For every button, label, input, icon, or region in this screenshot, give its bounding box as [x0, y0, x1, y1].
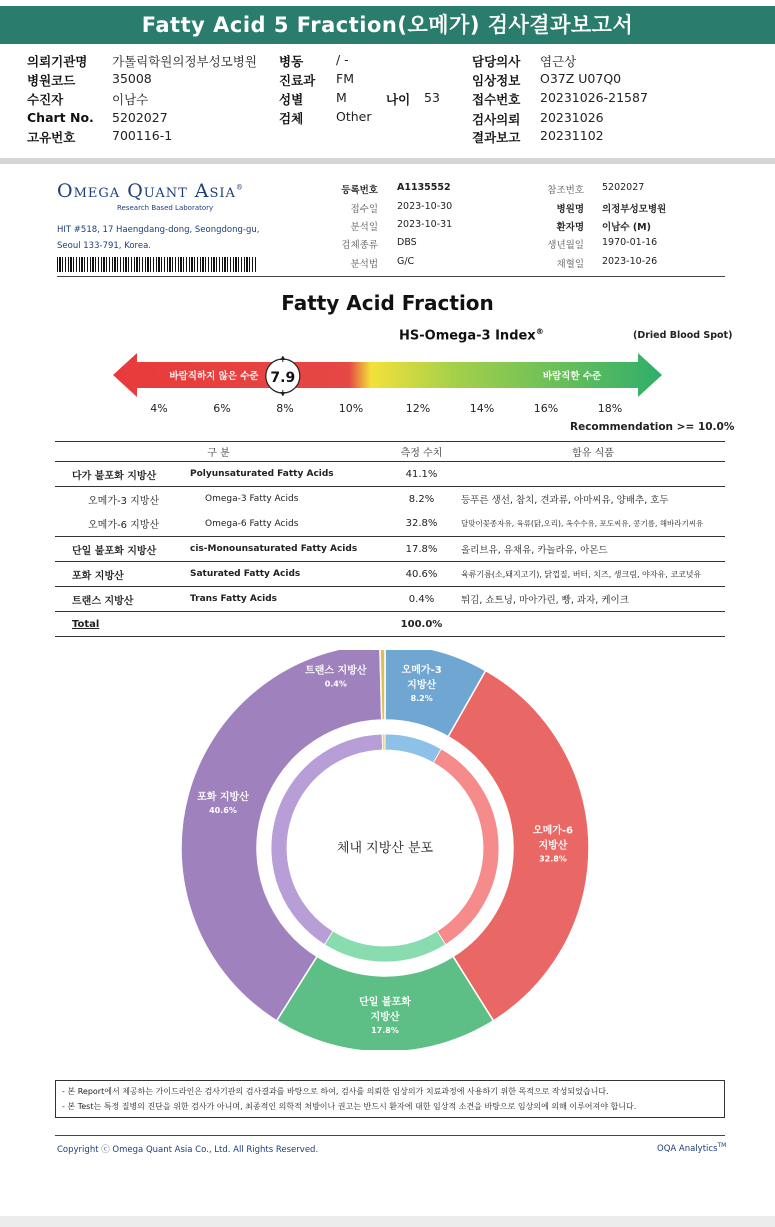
- patient-label: 수진자: [27, 92, 64, 107]
- received-value: 2023-10-30: [397, 201, 453, 212]
- copyright: Copyright ⓒ Omega Quant Asia Co., Ltd. All Rights Reserved.: [57, 1145, 319, 1155]
- row-kr: 트랜스 지방산: [55, 587, 190, 612]
- lab-logo-sub: Research Based Laboratory: [117, 204, 214, 212]
- gauge-tick: 14%: [469, 402, 495, 415]
- ward-label: 병동: [279, 54, 304, 69]
- unique-no-label: 고유번호: [27, 130, 76, 145]
- table-total-row: [55, 612, 725, 637]
- sex-label: 성별: [279, 92, 304, 107]
- brand-text: OQA Analytics: [657, 1143, 718, 1154]
- header-divider: [0, 158, 775, 164]
- ref-label: 참조번호: [547, 185, 584, 196]
- patient-header: [0, 48, 775, 158]
- row-kr: 오메가-6 지방산: [55, 512, 190, 537]
- row-kr: 오메가-3 지방산: [88, 495, 160, 507]
- hospital-code-value: 35008: [112, 71, 152, 86]
- lab-address: [57, 222, 259, 254]
- table-header-category: 구 분: [55, 442, 382, 462]
- row-value: 41.1%: [382, 462, 461, 487]
- table-row: [55, 487, 725, 512]
- index-title-mark: ®: [535, 327, 544, 336]
- row-kr: 단일 불포화 지방산: [55, 537, 190, 562]
- footer-divider: [55, 1135, 725, 1136]
- table-row: [55, 512, 725, 537]
- donut-slice-value: 0.4%: [324, 679, 347, 689]
- donut-slice-label: 지방산: [538, 840, 568, 852]
- total-food-spacer: [461, 612, 725, 637]
- dob-value: 1970-01-16: [602, 237, 658, 248]
- outer-slice: [448, 671, 589, 1021]
- patient-value: 이남수: [112, 92, 149, 107]
- analyzed-value: 2023-10-31: [397, 219, 453, 230]
- gauge-marker-arrow-top: [280, 356, 286, 360]
- fatty-acid-donut-chart: [0, 650, 775, 1050]
- disclaimer-box: [55, 1080, 725, 1118]
- request-value: 20231026: [540, 110, 604, 125]
- report-date-label: 결과보고: [472, 130, 521, 145]
- gauge-right-label: 바람직한 수준: [542, 371, 602, 382]
- draw-date-value: 2023-10-26: [602, 256, 658, 267]
- row-value: 0.4%: [382, 587, 461, 612]
- table-row: [55, 462, 725, 487]
- row-value: 32.8%: [382, 512, 461, 537]
- specimen-value: Other: [336, 109, 372, 124]
- disclaimer-line: - 본 Test는 특정 질병의 진단을 위한 검사가 아니며, 최종적인 의학적 처방이나 권고는 반드시 환자에 대한 임상적 소견을 바탕으로 임상의에 의해 이루어져야 합니다.: [62, 1102, 637, 1111]
- row-en: Omega-3 Fatty Acids: [205, 494, 299, 505]
- index-title-text: HS-Omega-3 Index: [399, 328, 536, 344]
- hospital-name-value: 의정부성모병원: [602, 204, 667, 215]
- row-value: 17.8%: [382, 537, 461, 562]
- ward-value: / -: [336, 52, 349, 67]
- gauge-tick: 10%: [338, 402, 364, 415]
- gauge-tick: 16%: [533, 402, 559, 415]
- report-title: Fatty Acid 5 Fraction(오메가) 검사결과보고서: [0, 6, 775, 44]
- lab-logo: Omega Quant Asia®: [57, 180, 244, 202]
- row-en: Saturated Fatty Acids: [190, 562, 382, 587]
- gauge-value: 7.9: [270, 370, 296, 386]
- sex-value: M: [336, 90, 347, 105]
- index-title: [399, 327, 544, 343]
- barcode: [57, 257, 257, 272]
- row-kr: 포화 지방산: [55, 562, 190, 587]
- method-label: 분석법: [350, 259, 378, 270]
- donut-slice-label: 포화 지방산: [197, 792, 249, 804]
- row-food: 튀김, 쇼트닝, 마아가린, 빵, 과자, 케이크: [461, 587, 725, 612]
- chart-no-value: 5202027: [112, 110, 168, 125]
- doctor-label: 담당의사: [472, 54, 521, 69]
- analyzed-label: 분석일: [350, 222, 378, 233]
- info-divider: [57, 276, 725, 277]
- institution-label: 의뢰기관명: [27, 54, 88, 69]
- donut-slice-label: 오메가-3: [401, 665, 442, 677]
- fatty-acid-table: [55, 441, 725, 637]
- unique-no-value: 700116-1: [112, 128, 173, 143]
- donut-slice-value: 8.2%: [410, 694, 433, 704]
- total-label: Total: [55, 612, 190, 637]
- address-line1: HIT #518, 17 Haengdang-dong, Seongdong-gu,: [57, 225, 260, 235]
- row-en: Omega-6 Fatty Acids: [190, 512, 382, 537]
- sample-type-value: DBS: [397, 237, 417, 248]
- row-value: 40.6%: [382, 562, 461, 587]
- omega3-gauge: [0, 346, 775, 402]
- donut-slice-label: 지방산: [407, 680, 437, 692]
- age-value: 53: [424, 90, 440, 105]
- dept-label: 진료과: [279, 73, 316, 88]
- row-en: Polyunsaturated Fatty Acids: [190, 462, 382, 487]
- donut-slice-value: 40.6%: [209, 806, 237, 816]
- row-en: cis-Monounsaturated Fatty Acids: [190, 537, 382, 562]
- address-line2: Seoul 133-791, Korea.: [57, 241, 151, 251]
- donut-slice-value: 17.8%: [371, 1026, 399, 1035]
- row-kr: 다가 불포화 지방산: [55, 462, 190, 487]
- brand-label: [657, 1142, 726, 1154]
- reg-label: 등록번호: [341, 185, 378, 196]
- chart-no-label: Chart No.: [27, 110, 94, 125]
- total-spacer: [190, 612, 382, 637]
- report-date-value: 20231102: [540, 128, 604, 143]
- inner-slice: [382, 734, 385, 750]
- age-label: 나이: [386, 92, 411, 107]
- total-value: 100.0%: [382, 612, 461, 637]
- page-bottom-band: [0, 1216, 775, 1227]
- donut-slice-label: 오메가-6: [532, 825, 574, 837]
- reg-value: A1135552: [397, 182, 451, 193]
- donut-center-title: 체내 지방산 분포: [336, 841, 434, 856]
- gauge-tick: 4%: [150, 402, 168, 415]
- gauge-tick: 18%: [597, 402, 623, 415]
- table-row: [55, 587, 725, 612]
- row-food: 올리브유, 유채유, 카놀라유, 아몬드: [461, 537, 725, 562]
- request-label: 검사의뢰: [472, 112, 521, 127]
- ref-value: 5202027: [602, 182, 645, 193]
- receipt-value: 20231026-21587: [540, 90, 648, 105]
- patient-name-label: 환자명: [556, 222, 584, 233]
- row-food: 육류기름(소,돼지고기), 닭껍질, 버터, 치즈, 생크림, 야자유, 코코넛유: [461, 562, 725, 587]
- patient-name-value: 이남수 (M): [602, 222, 651, 233]
- inner-slice: [433, 749, 499, 945]
- hospital-code-label: 병원코드: [27, 73, 76, 88]
- donut-slice-label: 트랜스 지방산: [305, 665, 367, 677]
- section-title: Fatty Acid Fraction: [281, 291, 494, 315]
- dob-label: 생년월일: [547, 240, 584, 251]
- gauge-tick: 8%: [276, 402, 294, 415]
- table-header-row: [55, 442, 725, 462]
- inner-slice: [324, 931, 445, 962]
- dept-value: FM: [336, 71, 354, 86]
- row-food: 달맞이꽃종자유, 육류(닭,오리), 옥수수유, 포도씨유, 콩기름, 해바라기씨유: [461, 512, 725, 537]
- donut-slice-value: 32.8%: [539, 854, 567, 864]
- table-header-food: 함유 식품: [461, 442, 725, 462]
- doctor-value: 염근상: [540, 54, 577, 69]
- lab-logo-text: Omega Quant Asia: [57, 180, 236, 202]
- sample-note: (Dried Blood Spot): [633, 330, 733, 341]
- clinical-value: O37Z U07Q0: [540, 71, 622, 86]
- row-en: Trans Fatty Acids: [190, 587, 382, 612]
- table-header-value: 측정 수치: [382, 442, 461, 462]
- row-food: 등푸른 생선, 참치, 견과류, 아마씨유, 양배추, 호두: [461, 495, 669, 507]
- recommendation: Recommendation >= 10.0%: [570, 421, 735, 433]
- method-value: G/C: [397, 256, 415, 267]
- table-row: [55, 562, 725, 587]
- institution-value: 가톨릭학원의정부성모병원: [112, 54, 257, 69]
- specimen-label: 검체: [279, 111, 304, 126]
- gauge-tick: 6%: [213, 402, 231, 415]
- row-value: 8.2%: [408, 493, 435, 505]
- brand-mark: TM: [717, 1142, 727, 1149]
- draw-date-label: 채혈일: [556, 259, 584, 270]
- gauge-marker-arrow-bottom: [280, 392, 286, 396]
- gauge-tick: 12%: [405, 402, 431, 415]
- donut-slice-label: 단일 불포화: [359, 997, 411, 1008]
- table-row: [55, 537, 725, 562]
- hospital-name-label: 병원명: [556, 204, 584, 215]
- disclaimer-line: - 본 Report에서 제공하는 가이드라인은 검사기관의 검사결과를 바탕으로 하여, 검사를 의뢰한 임상의가 치료과정에 사용하기 위한 목적으로 작성되었습니다.: [62, 1087, 609, 1096]
- gauge-left-label: 바람직하지 않은 수준: [169, 371, 259, 382]
- received-label: 접수일: [350, 204, 378, 215]
- sample-type-label: 검체종류: [341, 240, 378, 251]
- inner-slice: [385, 734, 441, 763]
- receipt-label: 접수번호: [472, 92, 521, 107]
- clinical-label: 임상정보: [472, 73, 521, 88]
- donut-slice-label: 지방산: [370, 1012, 400, 1023]
- row-food: [461, 462, 725, 487]
